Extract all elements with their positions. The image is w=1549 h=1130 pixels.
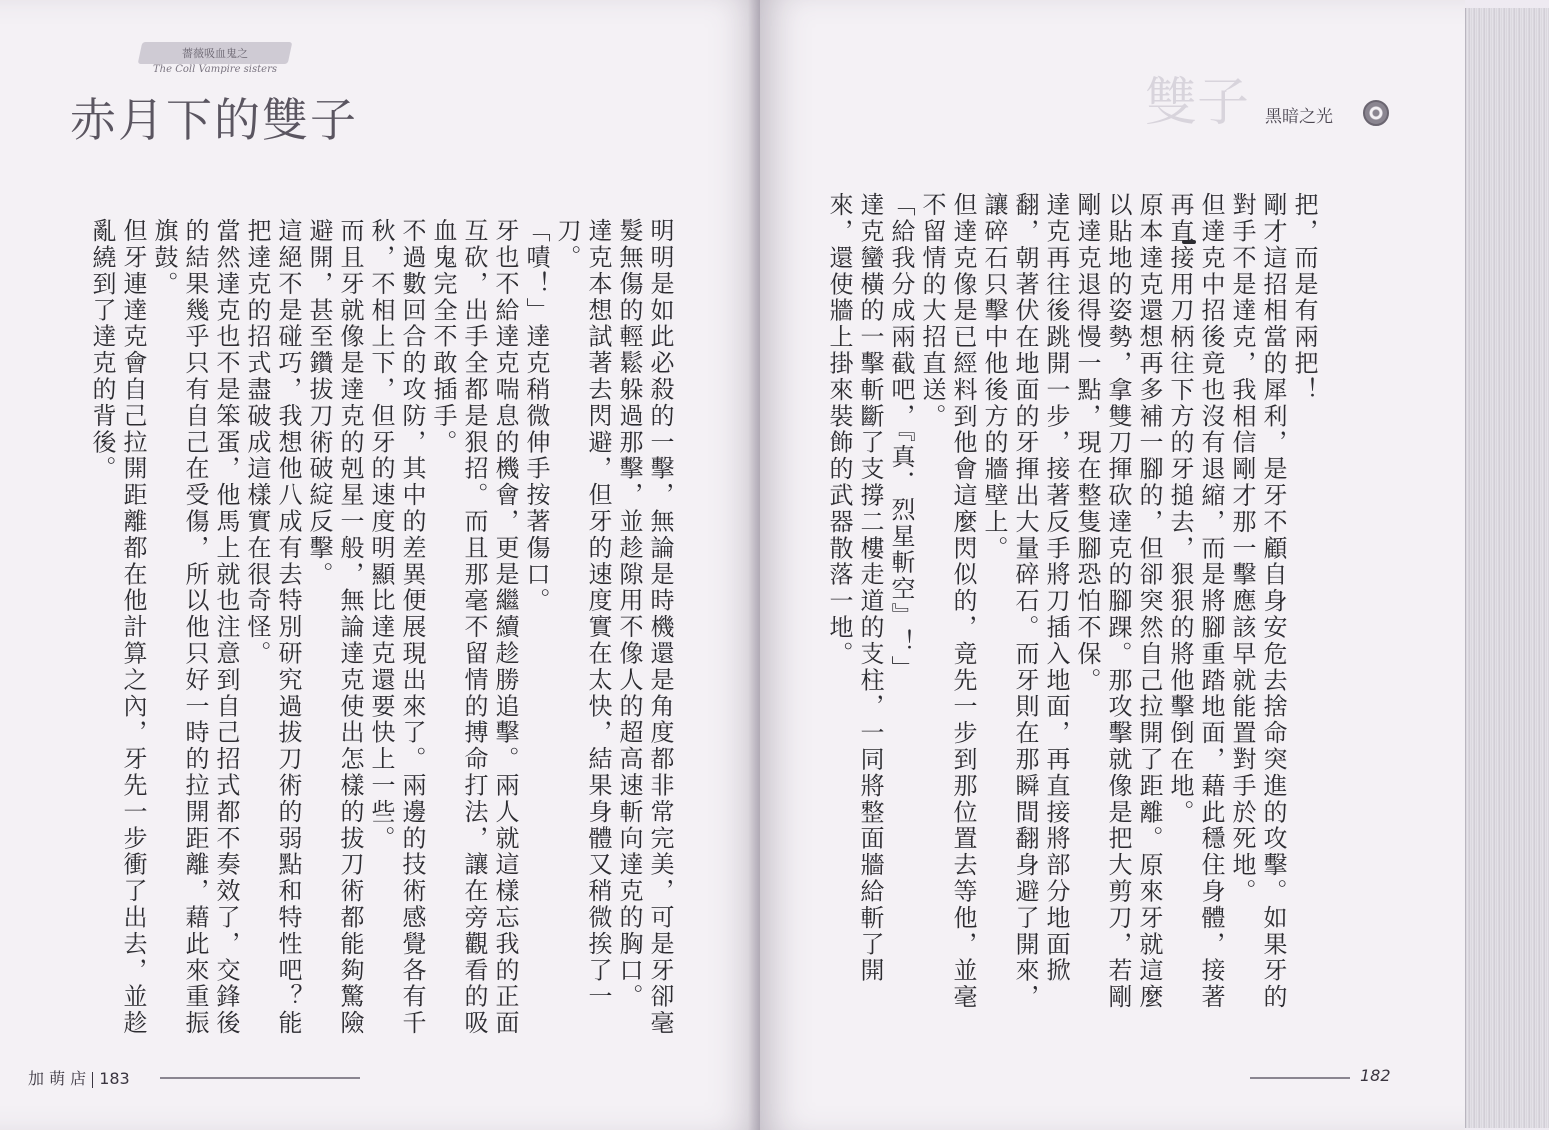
footer-title: 加 萌 店 (28, 1069, 87, 1088)
paragraph: 明明是如此必殺的一擊，無論是時機還是角度都非常完美，可是牙卻毫髮無傷的輕鬆躲過那擊，並趁隙用不像人的超高速斬向達克的胸口。 (615, 218, 674, 1037)
paragraph: 把，而是有兩把！ (1290, 192, 1318, 404)
paragraph: 不過數回合的攻防，其中的差異便展現出來了。兩邊的技術感覺各有千秋，不相上下，但牙的速度明顯比達克還要快上一些。 (367, 218, 426, 1037)
footer-rule-right (1250, 1077, 1350, 1079)
paragraph: 而且牙就像是達克的剋星一般，無論達克使出怎樣的拔刀術都能夠驚險避開，甚至鑽拔刀術破綻反擊。 (305, 218, 364, 1037)
chapter-title: 黑暗之光 (1265, 107, 1333, 127)
paragraph: 「嘖！」達克稍微伸手按著傷口。 (522, 218, 550, 614)
left-footer (28, 1066, 130, 1089)
right-page-body (825, 192, 1319, 1032)
flower-emblem-icon (1363, 100, 1389, 126)
chapter-header (1265, 100, 1415, 130)
footer-rule-left (160, 1077, 360, 1079)
series-ribbon-text: 薔薇吸血鬼之 (182, 47, 248, 60)
page-edges (1465, 8, 1549, 1128)
book-title: 赤月下的雙子 (70, 93, 358, 147)
paragraph: 牙也不給達克喘息的機會，更是繼續趁勝追擊。兩人就這樣忘我的正面互砍，出手全都是狠招。而且那毫不留情的搏命打法，讓在旁觀看的吸血鬼完全不敢插手。 (429, 218, 519, 1037)
ghost-title-watermark: 雙子 (1145, 73, 1250, 133)
paragraph: 「給我分成兩截吧，『真．烈星斬空』！」 (887, 192, 915, 682)
series-subtitle: The Coll Vampire sisters (153, 64, 277, 75)
page-number-left: 183 (99, 1069, 130, 1088)
paragraph: 這絕不是碰巧，我想他八成有去特別研究過拔刀術的弱點和特性吧？能把達克的招式盡破成這樣實在很奇怪。 (243, 218, 302, 1037)
paragraph: 原本達克還想再多補一腳的，但卻突然自己拉開了距離。原來牙就這麼以貼地的姿勢，拿雙刀揮砍達克的腳踝。那攻擊就像是把大剪刀，若剛剛達克退得慢一點，現在整隻腳恐怕不保。 (1073, 192, 1163, 1011)
book-logo (70, 40, 358, 150)
paragraph: 剛才這招相當的犀利，是牙不顧自身安危去捨命突進的攻擊。如果牙的對手不是達克，我相信剛才那一擊應該早就能置對手於死地。 (1228, 192, 1287, 1011)
left-page (0, 0, 760, 1130)
series-ribbon (138, 42, 293, 64)
paragraph: 但達克中招後竟也沒有退縮，而是將腳重踏地面，藉此穩住身體，接著再直接用刀柄往下方的牙搥去，狠狠的將他擊倒在地。 (1166, 192, 1225, 1011)
paragraph: 當然達克也不是笨蛋，他馬上就也注意到自己招式都不奏效了，交鋒後的結果幾乎只有自己在受傷，所以他只好一時的拉開距離，藉此來重振旗鼓。 (150, 218, 240, 1037)
paragraph: 達克再往後跳開一步，接著反手將刀插入地面，再直接將部分地面掀翻，朝著伏在地面的牙揮出大量碎石。而牙則在那瞬間翻身避了開來，讓碎石只擊中他後方的牆壁上。 (980, 192, 1070, 1011)
paragraph: 達克本想試著去閃避，但牙的速度實在太快，結果身體又稍微挨了一刀。 (553, 218, 612, 1010)
paragraph: 達克蠻橫的一擊斬斷了支撐二樓走道的支柱，一同將整面牆給斬了開來，還使牆上掛來裝飾的武器散落一地。 (825, 192, 884, 984)
left-page-body (88, 218, 675, 1038)
page-number-right: 182 (1360, 1066, 1391, 1085)
footer-divider (92, 1072, 93, 1088)
paragraph: 但達克像是已經料到他會這麼閃似的，竟先一步到那位置去等他，並毫不留情的大招直送。 (918, 192, 977, 1011)
paragraph: 但牙連達克會自己拉開距離都在他計算之內，牙先一步衝了出去，並趁亂繞到了達克的背後。 (88, 218, 147, 1037)
